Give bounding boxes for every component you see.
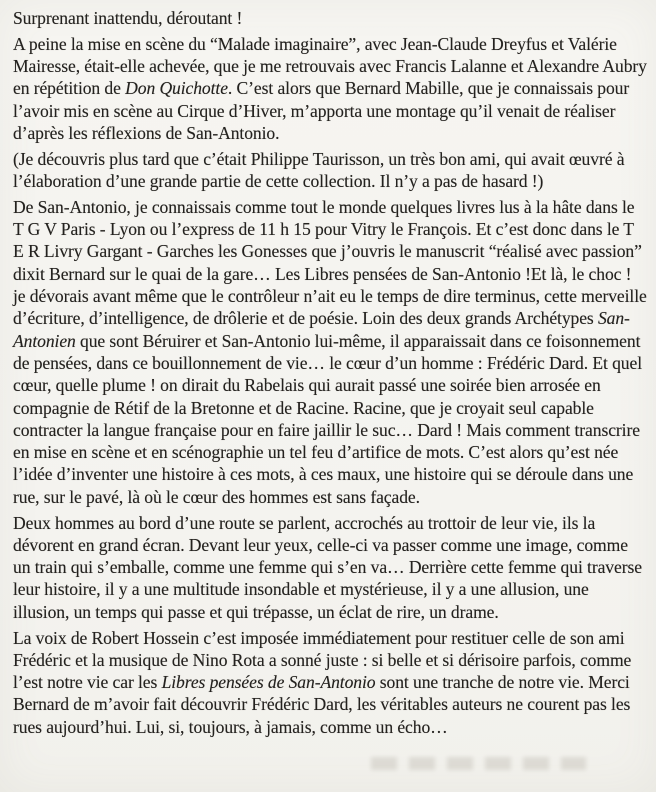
paragraph-6 bbox=[13, 627, 648, 738]
italic-text-run: Libres pensées de San-Antonio bbox=[161, 672, 376, 693]
paragraph-2 bbox=[13, 33, 648, 144]
italic-text-run: Don Quichotte bbox=[125, 78, 228, 99]
text-run: sont une tranche de notre vie. Merci Bernard de m’avoir fait découvrir Frédéric Dard, les véritables auteurs ne courent pas les rues aujourd’hui. Lui, si, toujours, à jamais, comme un écho… bbox=[13, 672, 631, 737]
paragraph-1 bbox=[13, 7, 648, 29]
paragraph-5 bbox=[13, 512, 648, 623]
text-run: (Je découvris plus tard que c’était Philippe Taurisson, un très bon ami, qui avait œuvré à l’élaboration d’une grande partie de cette collection. Il n’y a pas de hasard !) bbox=[13, 148, 625, 192]
text-run: De San-Antonio, je connaissais comme tout le monde quelques livres lus à la hâte dans le T G V Paris - Lyon ou l’express de 11 h 15 pour Vitry le François. Et c’est donc dans le T E R Livry Gargant - Garches les Gonesses que j’ouvris le manuscrit “réalisé avec passion” dixit Bernard sur le quai de la gare… Les Libres pensées de San-Antonio !Et là, le choc ! je dévorais avant même que le contrôleur n’ait eu le temps de dire terminus, cette merveille d’écriture, d’intelligence, de drôlerie et de poésie. Loin des deux grands Archétypes bbox=[13, 196, 647, 329]
bleed-through-ghost bbox=[371, 757, 586, 770]
text-run: Deux hommes au bord d’une route se parlent, accrochés au trottoir de leur vie, ils la dévorent en grand écran. Devant leur yeux, celle-ci va passer comme une image, comme un train qui s’emballe, comme une femme qui s’en va… Derrière cette femme qui traverse leur histoire, il y a une multitude insondable et mystérieuse, il y a une allusion, une illusion, un temps qui passe et qui trépasse, un éclat de rire, un drame. bbox=[13, 512, 642, 622]
italic-text-run: San-Antonien bbox=[13, 308, 630, 351]
paragraph-4 bbox=[13, 196, 648, 508]
text-run: La voix de Robert Hossein c’est imposée immédiatement pour restituer celle de son ami Frédéric et la musique de Nino Rota a sonné juste : si belle et si dérisoire parfois, comme l’est notre vie car les bbox=[13, 627, 632, 693]
text-run: Surprenant inattendu, déroutant ! bbox=[13, 8, 243, 28]
text-run: A peine la mise en scène du “Malade imaginaire”, avec Jean-Claude Dreyfus et Valérie Mairesse, était-elle achevée, que je me retrouvais avec Francis Lalanne et Alexandre Aubry en répétition de bbox=[13, 33, 647, 99]
paragraph-3 bbox=[13, 148, 648, 193]
text-run: que sont Béruirer et San-Antonio lui-même, il apparaissait dans ce foisonnement de pensées, dans ce bouillonnement de vie… le cœur d’un homme : Frédéric Dard. Et quel cœur, quelle plume ! on dirait du Rabelais qui aurait passé une soirée bien arrosée en compagnie de Rétif de la Bretonne et de Racine. Racine, que je croyait seul capable contracter la langue française pour en faire jaillir le suc… Dard ! Mais comment transcrire en mise en scène et en scénographie un tel feu d’artifice de mots. C’est alors qu’est née l’idée d’inventer une histoire à ces mots, à ces maux, une histoire qui se déroule dans une rue, sur le pavé, là où le cœur des hommes est sans façade. bbox=[13, 330, 642, 507]
text-run: . C’est alors que Bernard Mabille, que je connaissais pour l’avoir mis en scène au Cirque d’Hiver, m’apporta une montage qu’il venait de réaliser d’après les réflexions de San-Antonio. bbox=[13, 78, 630, 143]
